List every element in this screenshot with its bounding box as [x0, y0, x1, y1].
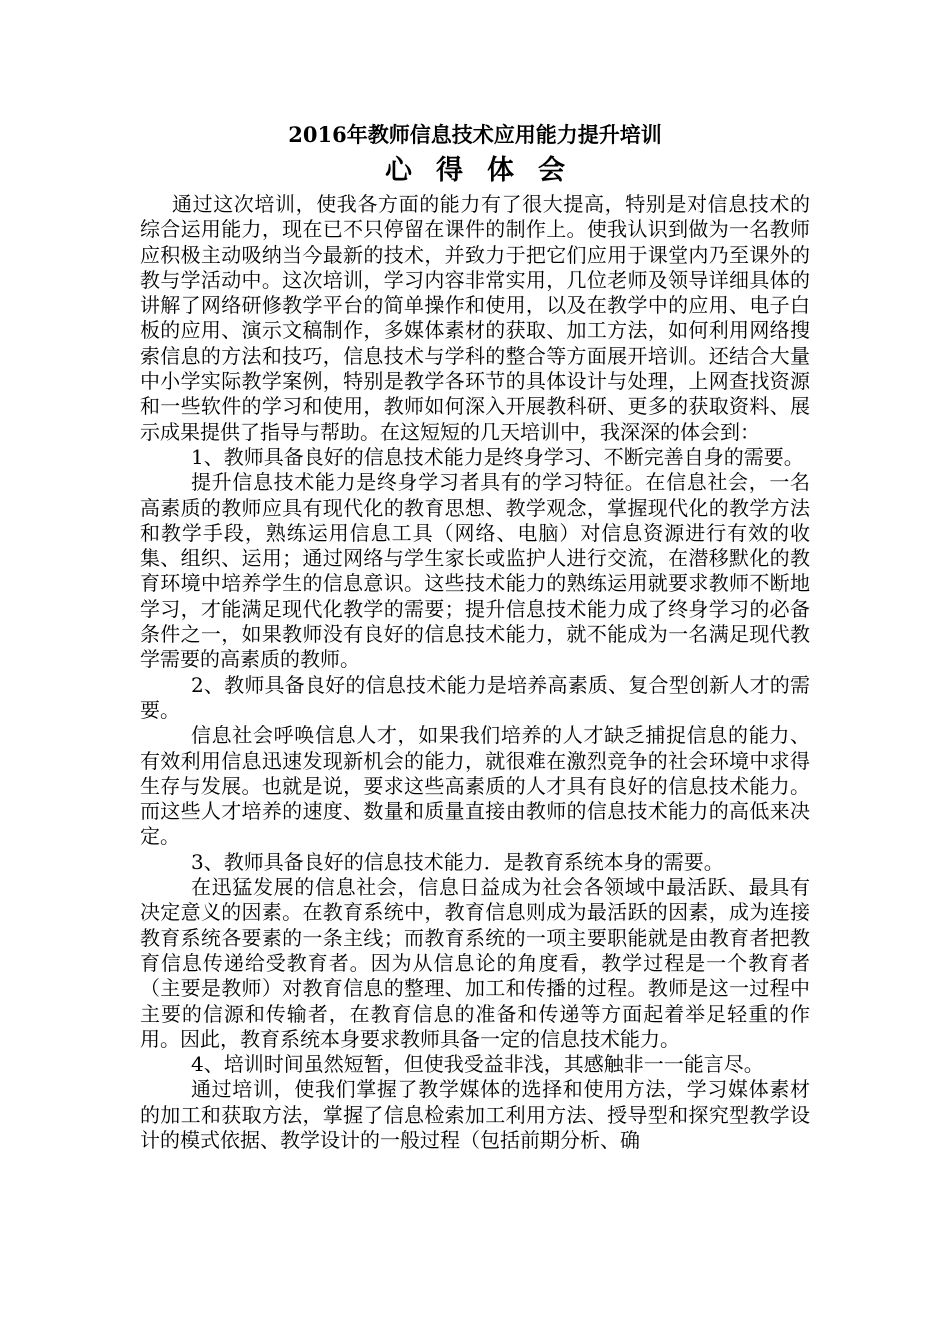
section-heading-3: 3、教师具备良好的信息技术能力．是教育系统本身的需要。	[191, 849, 724, 874]
section-heading-2: 2、教师具备良好的信息技术能力是培养高素质、复合型创新人才的需要。	[140, 672, 810, 722]
document-subtitle	[140, 152, 810, 190]
paragraph-section-2: 信息社会呼唤信息人才，如果我们培养的人才缺乏捕捉信息的能力、有效利用信息迅速发现新机会的能力，就很难在激烈竞争的社会环境中求得生存与发展。也就是说，要求这些高素质的人才具有良好的信息技术能力。而这些人才培养的速度、数量和质量直接由教师的信息技术能力的高低来决定。	[140, 723, 810, 849]
document-title: 2016年教师信息技术应用能力提升培训	[288, 122, 662, 147]
subtitle-char: 心	[385, 155, 412, 186]
paragraph-section-3: 在迅猛发展的信息社会，信息日益成为社会各领域中最活跃、最具有决定意义的因素。在教育系统中，教育信息则成为最活跃的因素，成为连接教育系统各要素的一条主线；而教育系统的一项主要职能就是由教育者把教育信息传递给受教育者。因为从信息论的角度看，教学过程是一个教育者（主要是教师）对教育信息的整理、加工和传播的过程。教师是这一过程中主要的信源和传输者，在教育信息的准备和传递等方面起着举足轻重的作用。因此，教育系统本身要求教师具备一定的信息技术能力。	[140, 875, 810, 1051]
paragraph-section-1: 提升信息技术能力是终身学习者具有的学习特征。在信息社会，一名高素质的教师应具有现代化的教育思想、教学观念，掌握现代化的教学方法和教学手段，熟练运用信息工具（网络、电脑）对信息资源进行有效的收集、组织、运用；通过网络与学生家长或监护人进行交流，在潜移默化的教育环境中培养学生的信息意识。这些技术能力的熟练运用就要求教师不断地学习，才能满足现代化教学的需要；提升信息技术能力成了终身学习的必备条件之一，如果教师没有良好的信息技术能力，就不能成为一名满足现代教学需要的高素质的教师。	[140, 470, 810, 672]
paragraph-intro: 通过这次培训，使我各方面的能力有了很大提高，特别是对信息技术的综合运用能力，现在已不只停留在课件的制作上。使我认识到做为一名教师应积极主动吸纳当今最新的技术，并致力于把它们应用于课堂内乃至课外的教与学活动中。这次培训，学习内容非常实用，几位老师及领导详细具体的讲解了网络研修教学平台的简单操作和使用，以及在教学中的应用、电子白板的应用、演示文稿制作，多媒体素材的获取、加工方法，如何利用网络搜索信息的方法和技巧，信息技术与学科的整合等方面展开培训。还结合大量中小学实际教学案例，特别是教学各环节的具体设计与处理，上网查找资源和一些软件的学习和使用，教师如何深入开展教科研、更多的获取资料、展示成果提供了指导与帮助。在这短短的几天培训中，我深深的体会到：	[140, 192, 810, 444]
paragraph-section-4: 通过培训，使我们掌握了教学媒体的选择和使用方法，学习媒体素材的加工和获取方法，掌握了信息检索加工利用方法、授导型和探究型教学设计的模式依据、教学设计的一般过程（包括前期分析、确	[140, 1077, 810, 1152]
document-page	[140, 118, 810, 1153]
section-heading-1: 1、教师具备良好的信息技术能力是终身学习、不断完善自身的需要。	[191, 444, 804, 469]
subtitle-char: 得	[436, 155, 463, 186]
subtitle-char: 会	[538, 155, 565, 186]
subtitle-char: 体	[487, 155, 514, 186]
section-heading-4: 4、培训时间虽然短暂，但使我受益非浅，其感触非一一能言尽。	[191, 1052, 764, 1077]
